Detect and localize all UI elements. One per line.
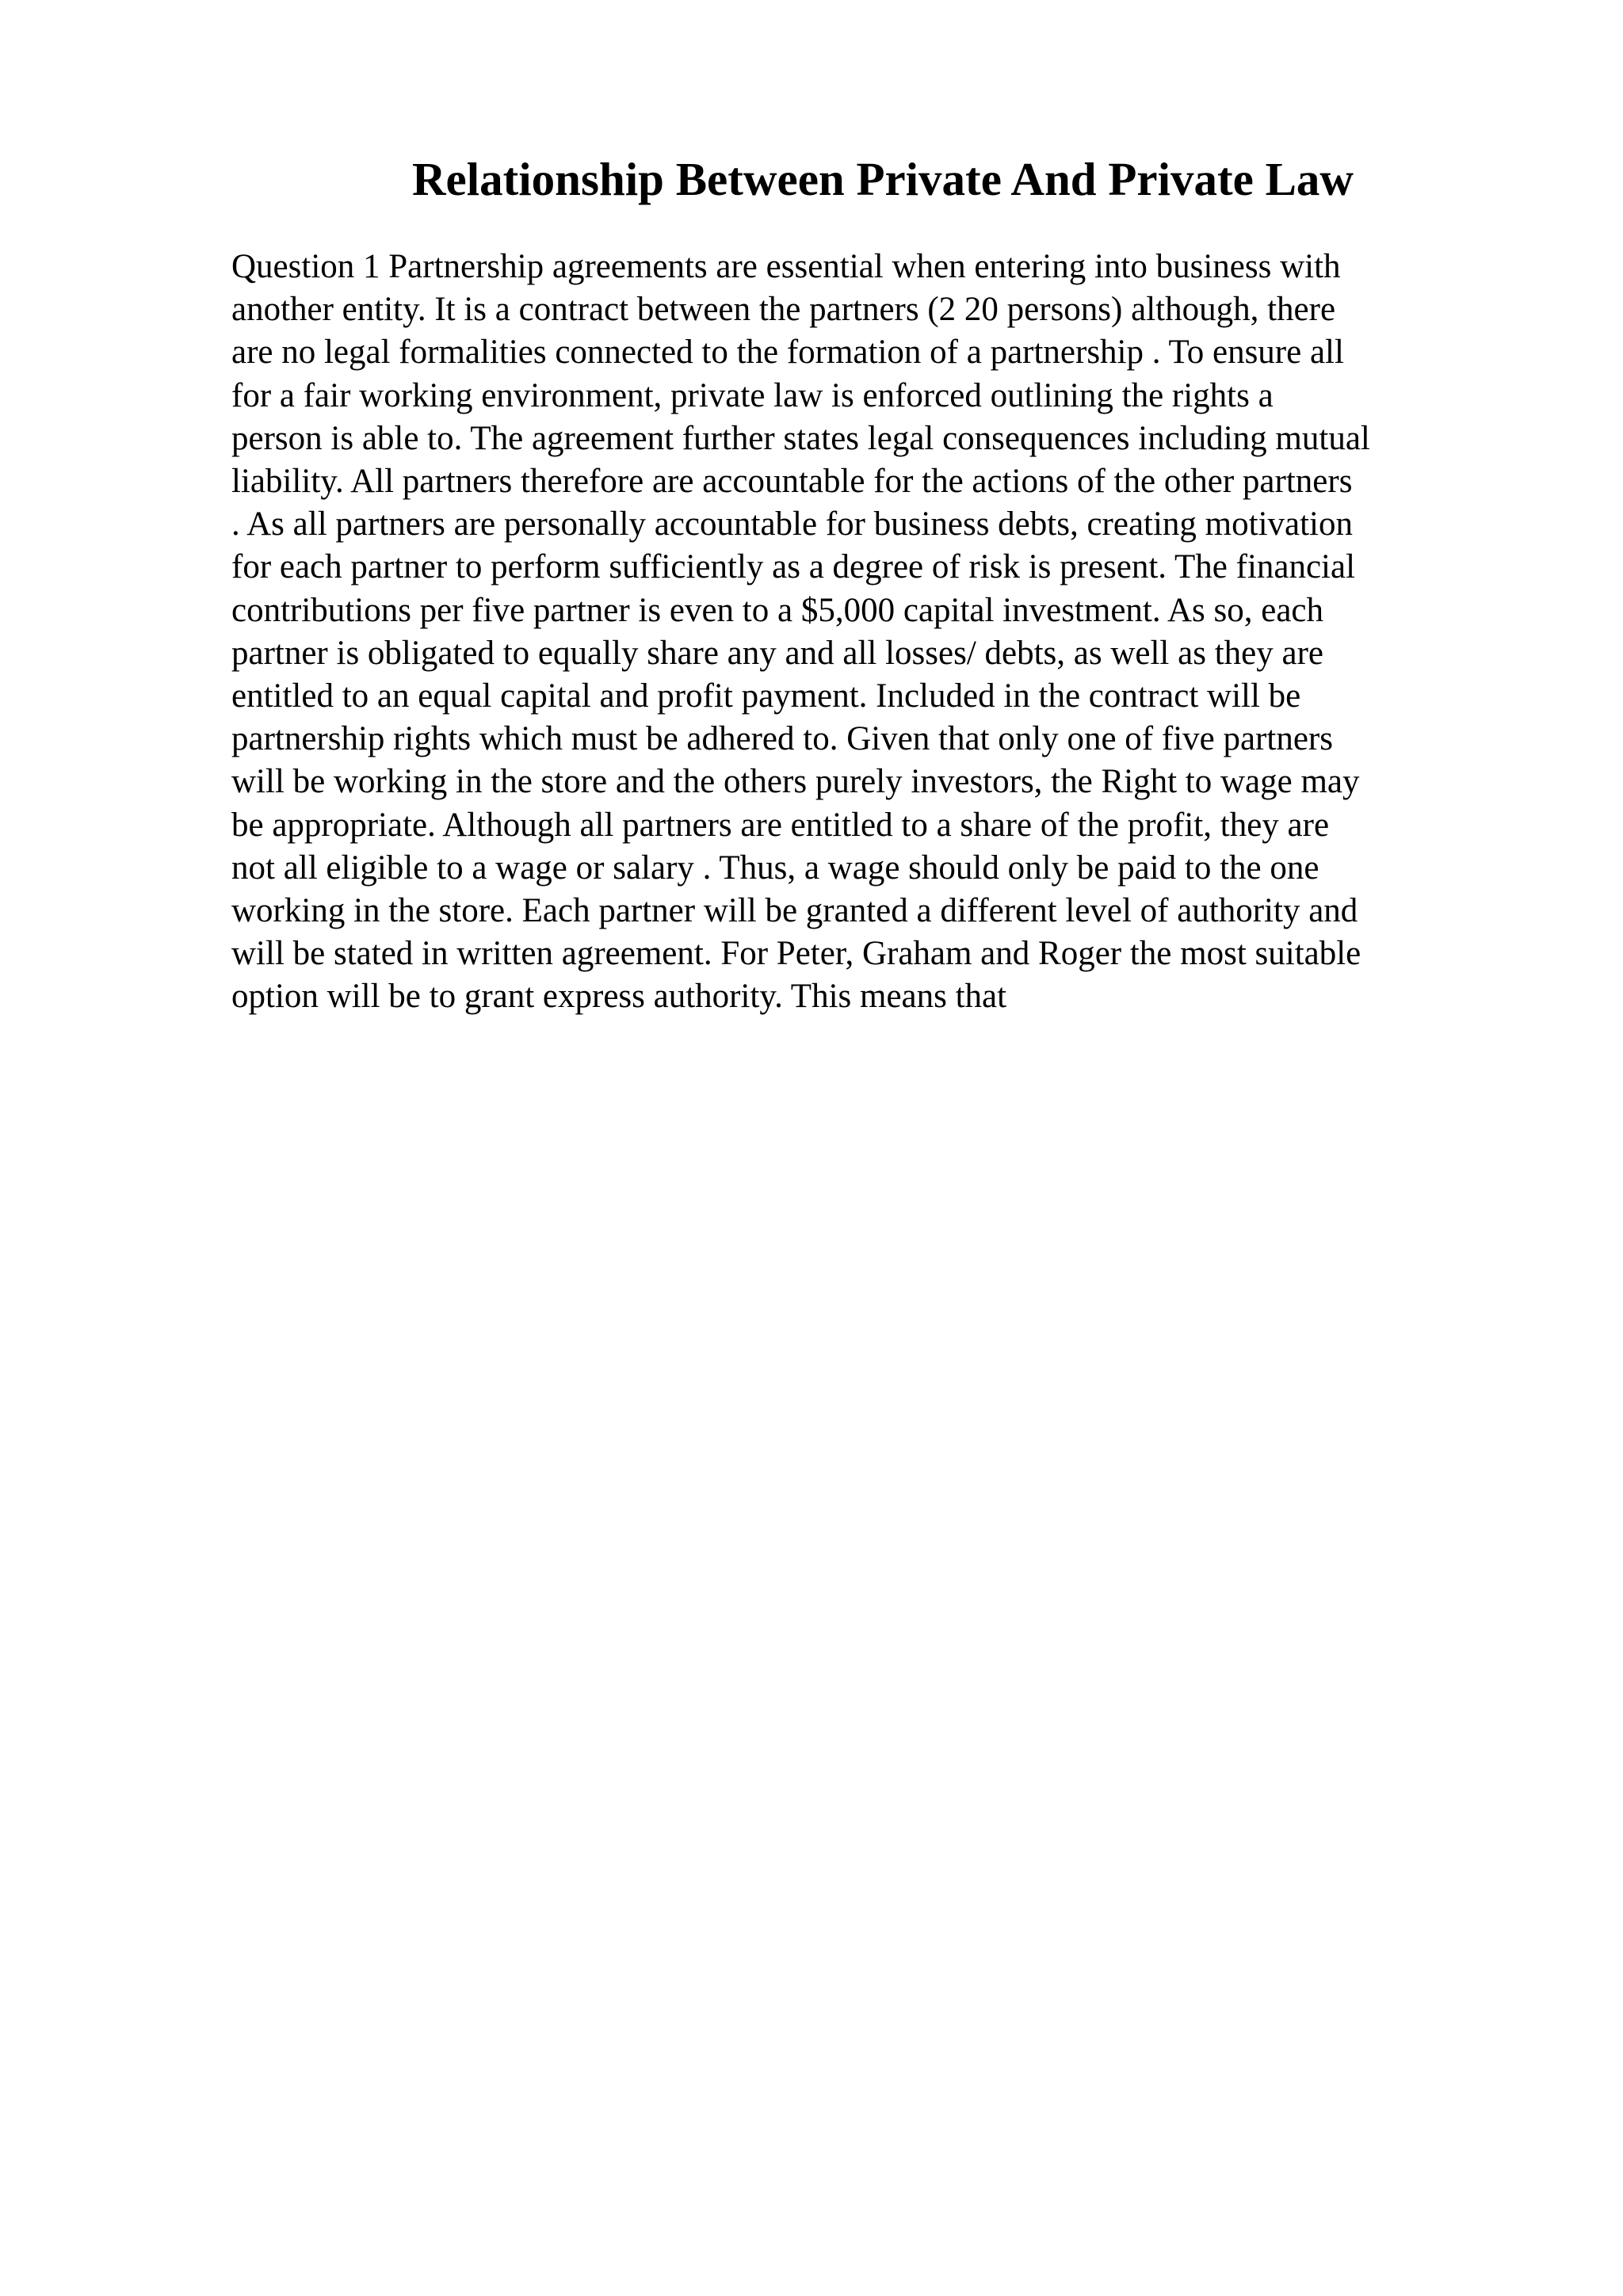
body-line: person is able to. The agreement further states legal consequences including mutual [231,419,1370,457]
body-line: for each partner to perform sufficiently as a degree of risk is present. The financial [231,548,1356,586]
body-line: contributions per five partner is even to a $5,000 capital investment. As so, each [231,591,1324,629]
body-line: are no legal formalities connected to the formation of a partnership . To ensure all [231,334,1344,372]
body-line: liability. All partners therefore are accountable for the actions of the other partners [231,463,1353,501]
body-line: partnership rights which must be adhered to. Given that only one of five partners [231,720,1333,758]
body-line: Question 1 Partnership agreements are essential when entering into business with [231,248,1341,285]
body-line: will be stated in written agreement. For Peter, Graham and Roger the most suitable [231,935,1361,973]
body-line: will be working in the store and the others purely investors, the Right to wage may [231,763,1360,801]
body-line: for a fair working environment, private law is enforced outlining the rights a [231,376,1274,414]
body-line: be appropriate. Although all partners are entitled to a share of the profit, they are [231,806,1330,844]
document-body [231,246,1499,1019]
body-line: working in the store. Each partner will be granted a different level of authority and [231,892,1358,930]
body-line: . As all partners are personally accountable for business debts, creating motivation [231,505,1353,543]
body-line: option will be to grant express authority. This means that [231,978,1007,1016]
body-line: partner is obligated to equally share any and all losses/ debts, as well as they are [231,634,1323,672]
body-line: another entity. It is a contract between the partners (2 20 persons) although, there [231,291,1336,329]
document-title: Relationship Between Private And Private Law [411,153,1354,205]
body-line: not all eligible to a wage or salary . Thus, a wage should only be paid to the one [231,849,1319,887]
body-line: entitled to an equal capital and profit payment. Included in the contract will be [231,677,1301,715]
